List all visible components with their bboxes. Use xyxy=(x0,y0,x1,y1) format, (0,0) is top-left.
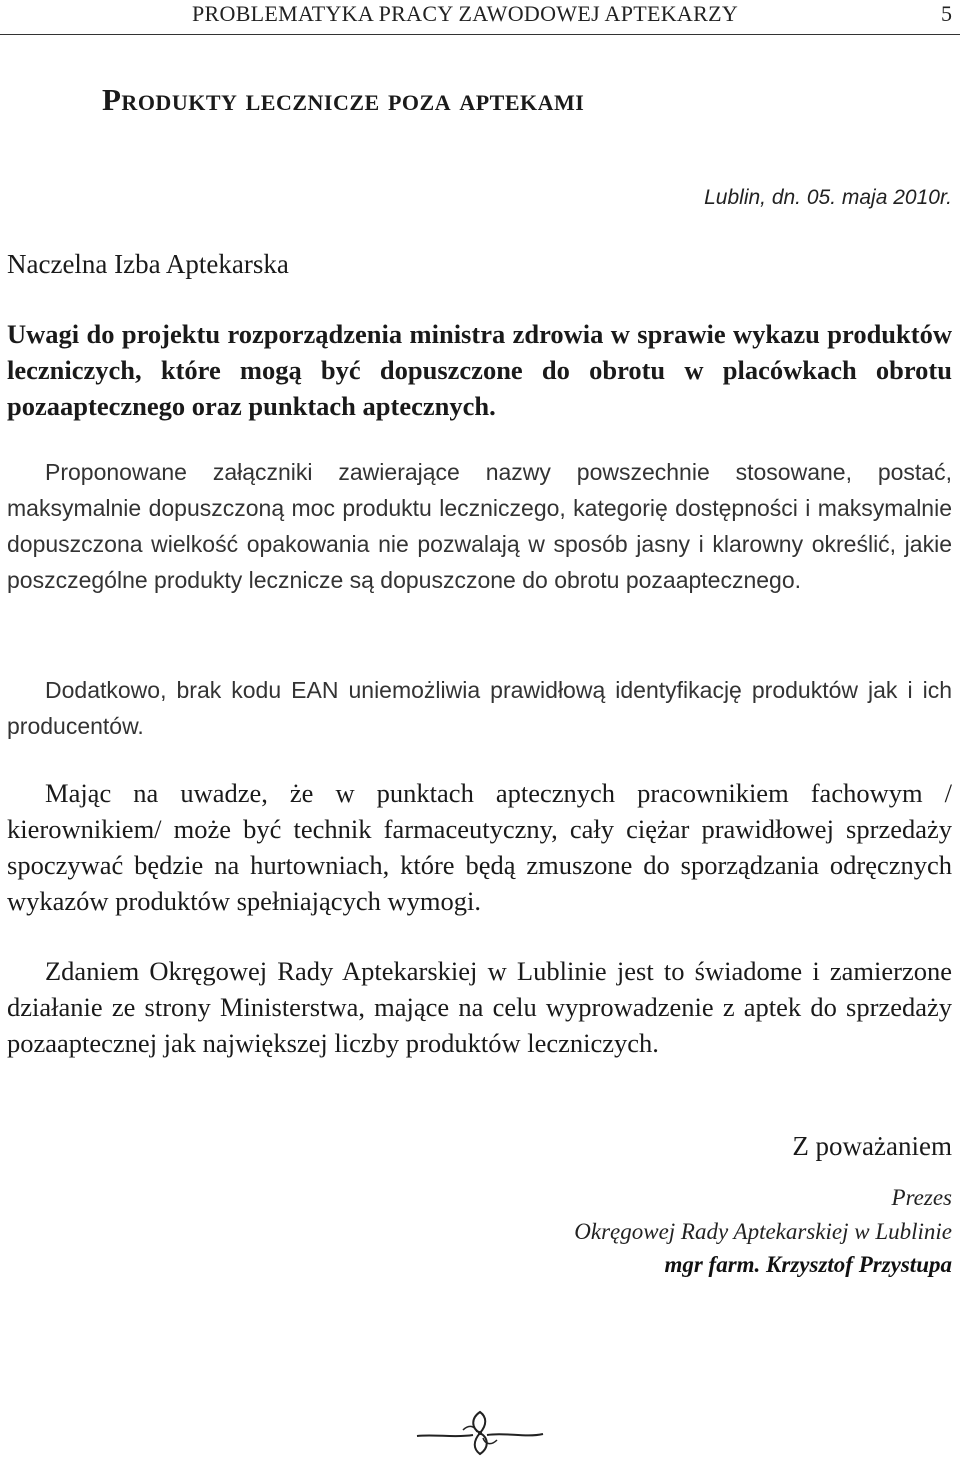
running-header xyxy=(0,0,960,35)
recipient-institution: Naczelna Izba Aptekarska xyxy=(7,249,289,279)
body-paragraph-3-block xyxy=(7,775,952,919)
running-title: PROBLEMATYKA PRACY ZAWODOWEJ APTEKARZY xyxy=(192,1,739,26)
letter-date: Lublin, dn. 05. maja 2010r. xyxy=(704,186,952,209)
body-paragraph-2-block xyxy=(7,672,952,744)
signatory-role: Prezes xyxy=(891,1185,952,1210)
body-paragraph-1-block xyxy=(7,454,952,598)
decorative-flourish-icon xyxy=(415,1408,545,1458)
body-paragraph-4-block xyxy=(7,953,952,1061)
signatory-name: mgr farm. Krzysztof Przystupa xyxy=(664,1252,952,1277)
body-paragraph: Zdaniem Okręgowej Rady Aptekarskiej w Lublinie jest to świadome i zamierzone działanie ze strony Ministerstwa, mające na celu wyprowadzenie z aptek do sprzedaży pozaaptecznej jak największej liczby produktów leczniczych. xyxy=(7,956,952,1058)
body-paragraph: Mając na uwadze, że w punktach aptecznych pracownikiem fachowym / kierownikiem/ może być technik farmaceutyczny, cały ciężar prawidłowej sprzedaży spoczywać będzie na hurtowniach, które będą zmuszone do sporządzania odręcznych wykazów produktów spełniających wymogi. xyxy=(7,778,952,916)
letter-subject: Uwagi do projektu rozporządzenia ministra zdrowia w sprawie wykazu produktów leczniczych, które mogą być dopuszczone do obrotu w placówkach obrotu pozaaptecznego oraz punktach aptecznych. xyxy=(7,319,952,421)
page-number: 5 xyxy=(941,1,952,26)
signatory-organization: Okręgowej Rady Aptekarskiej w Lublinie xyxy=(574,1219,952,1244)
body-paragraph: Dodatkowo, brak kodu EAN uniemożliwia prawidłową identyfikację produktów jak i ich producentów. xyxy=(7,677,952,739)
section-title: Produkty lecznicze poza aptekami xyxy=(102,82,585,117)
closing-phrase: Z poważaniem xyxy=(792,1131,952,1161)
body-paragraph: Proponowane załączniki zawierające nazwy powszechnie stosowane, postać, maksymalnie dopuszczoną moc produktu leczniczego, kategorię dostępności i maksymalnie dopuszczona wielkość opakowania nie pozwalają w sposób jasny i klarowny określić, jakie poszczególne produkty lecznicze są dopuszczone do obrotu pozaaptecznego. xyxy=(7,459,952,593)
